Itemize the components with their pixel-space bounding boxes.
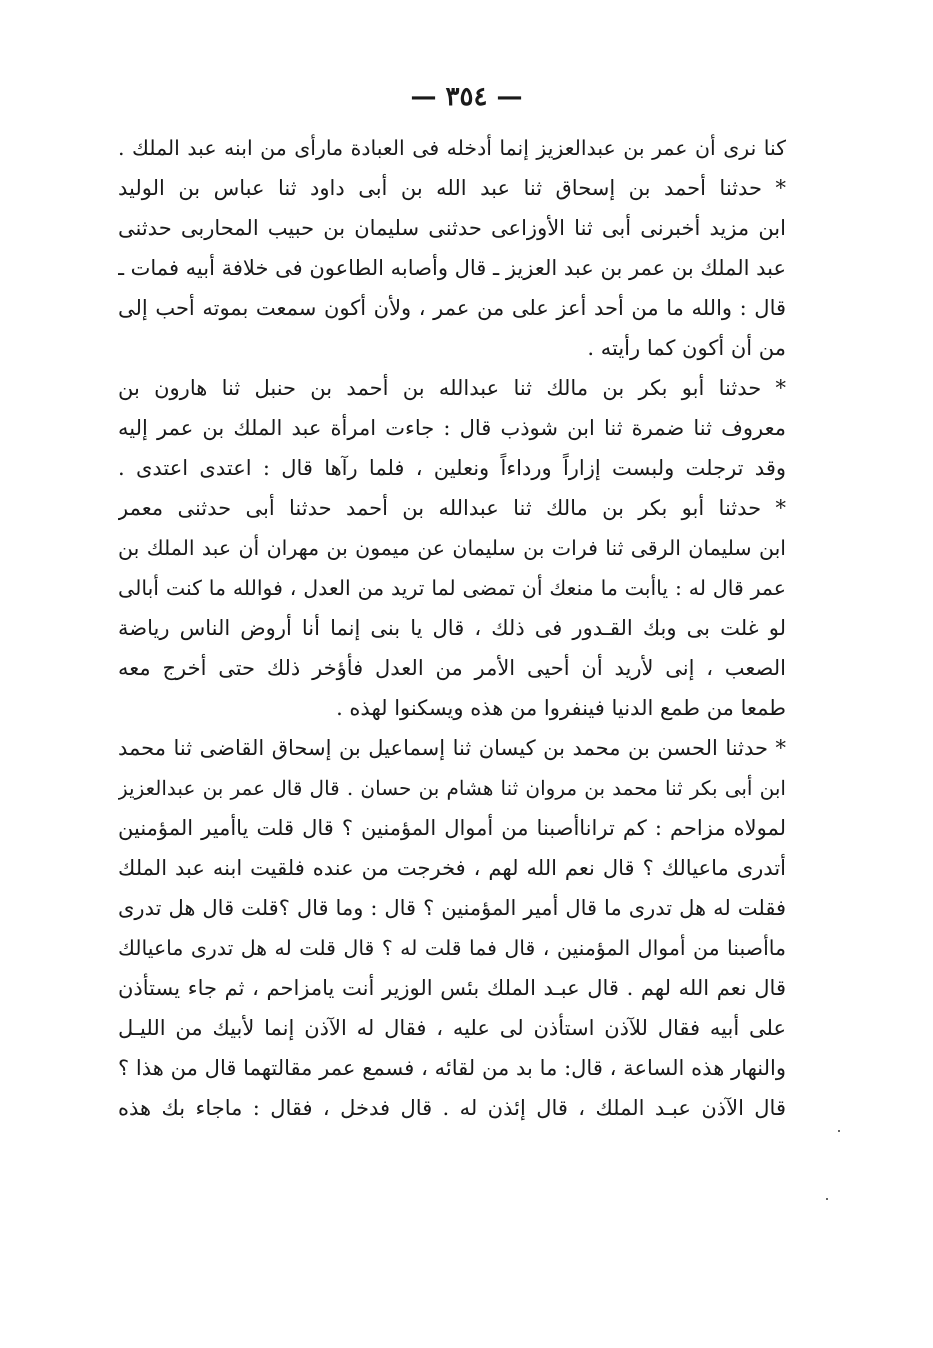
text-line: كنا نرى أن عمر بن عبدالعزيز إنما أدخله فى العبادة مارأى من ابنه عبد الملك . [118, 136, 786, 160]
page-number: — ٣٥٤ — [410, 82, 523, 112]
text-line: ماأصبنا من أموال المؤمنين ، قال فما قلت له ؟ قال قلت له هل تدرى ماعيالك [118, 936, 786, 960]
text-line: لو غلت بى وبك القـدور فى ذلك ، قال يا بنى إنما أنا أروض الناس رياضة [118, 616, 786, 640]
text-line: معروف ثنا ضمرة ثنا ابن شوذب قال : جاءت امرأة عبد الملك بن عمر إليه [118, 416, 786, 440]
text-line: وقد ترجلت ولبست إزاراً ورداءاً ونعلين ، فلما رآها قال : اعتدى اعتدى . [118, 456, 786, 480]
text-line: عمر قال له : ياأبت ما منعك أن تمضى لما تريد من العدل ، فوالله ما كنت أبالى [118, 576, 786, 600]
text-line: والنهار هذه الساعة ، قال: ما بد من لقائه ، فسمع عمر مقالتهما قال من هذا ؟ [118, 1056, 786, 1080]
text-line: لمولاه مزاحم : كم تراناأصبنا من أموال المؤمنين ؟ قال قلت ياأمير المؤمنين [118, 816, 786, 840]
scan-speck [826, 1198, 828, 1200]
text-line: قال نعم الله لهم . قال عبـد الملك بئس الوزير أنت يامزاحم ، ثم جاء يستأذن [118, 976, 786, 1000]
text-line: طمعا من طمع الدنيا فينفروا من هذه ويسكنوا لهذه . [336, 696, 786, 720]
text-line: * حدثنا أحمد بن إسحاق ثنا عبد الله بن أبى داود ثنا عباس بن الوليد [118, 176, 786, 200]
text-line: أتدرى ماعيالك ؟ قال نعم الله لهم ، فخرجت من عنده فلقيت ابنه عبد الملك [118, 856, 786, 880]
text-line: الصعب ، إنى لأريد أن أحيى الأمر من العدل فأؤخر ذلك حتى أخرج معه [118, 656, 786, 680]
text-line: قال : والله ما من أحد أعز على من عمر ، ولأن أكون سمعت بموته أحب إلى [118, 296, 786, 320]
scan-speck [838, 1130, 840, 1132]
text-line: عبد الملك بن عمر بن عبد العزيز ـ قال وأصابه الطاعون فى خلافة أبيه فمات ـ [118, 256, 786, 280]
text-line: قال الآذن عبـد الملك ، قال إئذن له . قال فدخل ، فقال : ماجاء بك هذه [118, 1096, 786, 1120]
text-line: من أن أكون كما رأيته . [587, 336, 786, 360]
text-line: فقلت له هل تدرى ما قال أمير المؤمنين ؟ قال : وما قال ؟قلت قال هل تدرى [118, 896, 786, 920]
text-line: ابن مزيد أخبرنى أبى ثنا الأوزاعى حدثنى سليمان بن حبيب المحاربى حدثنى [118, 216, 786, 240]
text-line: على أبيه فقال للآذن استأذن لى عليه ، فقال له الآذن إنما لأبيك من الليـل [118, 1016, 786, 1040]
text-line: * حدثنا أبو بكر بن مالك ثنا عبدالله بن أحمد بن حنبل ثنا هارون بن [118, 376, 786, 400]
text-line: * حدثنا الحسن بن محمد بن كيسان ثنا إسماعيل بن إسحاق القاضى ثنا محمد [118, 736, 786, 760]
page-text-block [118, 128, 786, 1128]
text-line: * حدثنا أبو بكر بن مالك ثنا عبدالله بن أحمد حدثنا أبى حدثنى معمر [118, 496, 786, 520]
text-line: ابن أبى بكر ثنا محمد بن مروان ثنا هشام بن حسان . قال قال عمر بن عبدالعزيز [118, 776, 786, 800]
text-line: ابن سليمان الرقى ثنا فرات بن سليمان عن ميمون بن مهران أن عبد الملك بن [118, 536, 786, 560]
